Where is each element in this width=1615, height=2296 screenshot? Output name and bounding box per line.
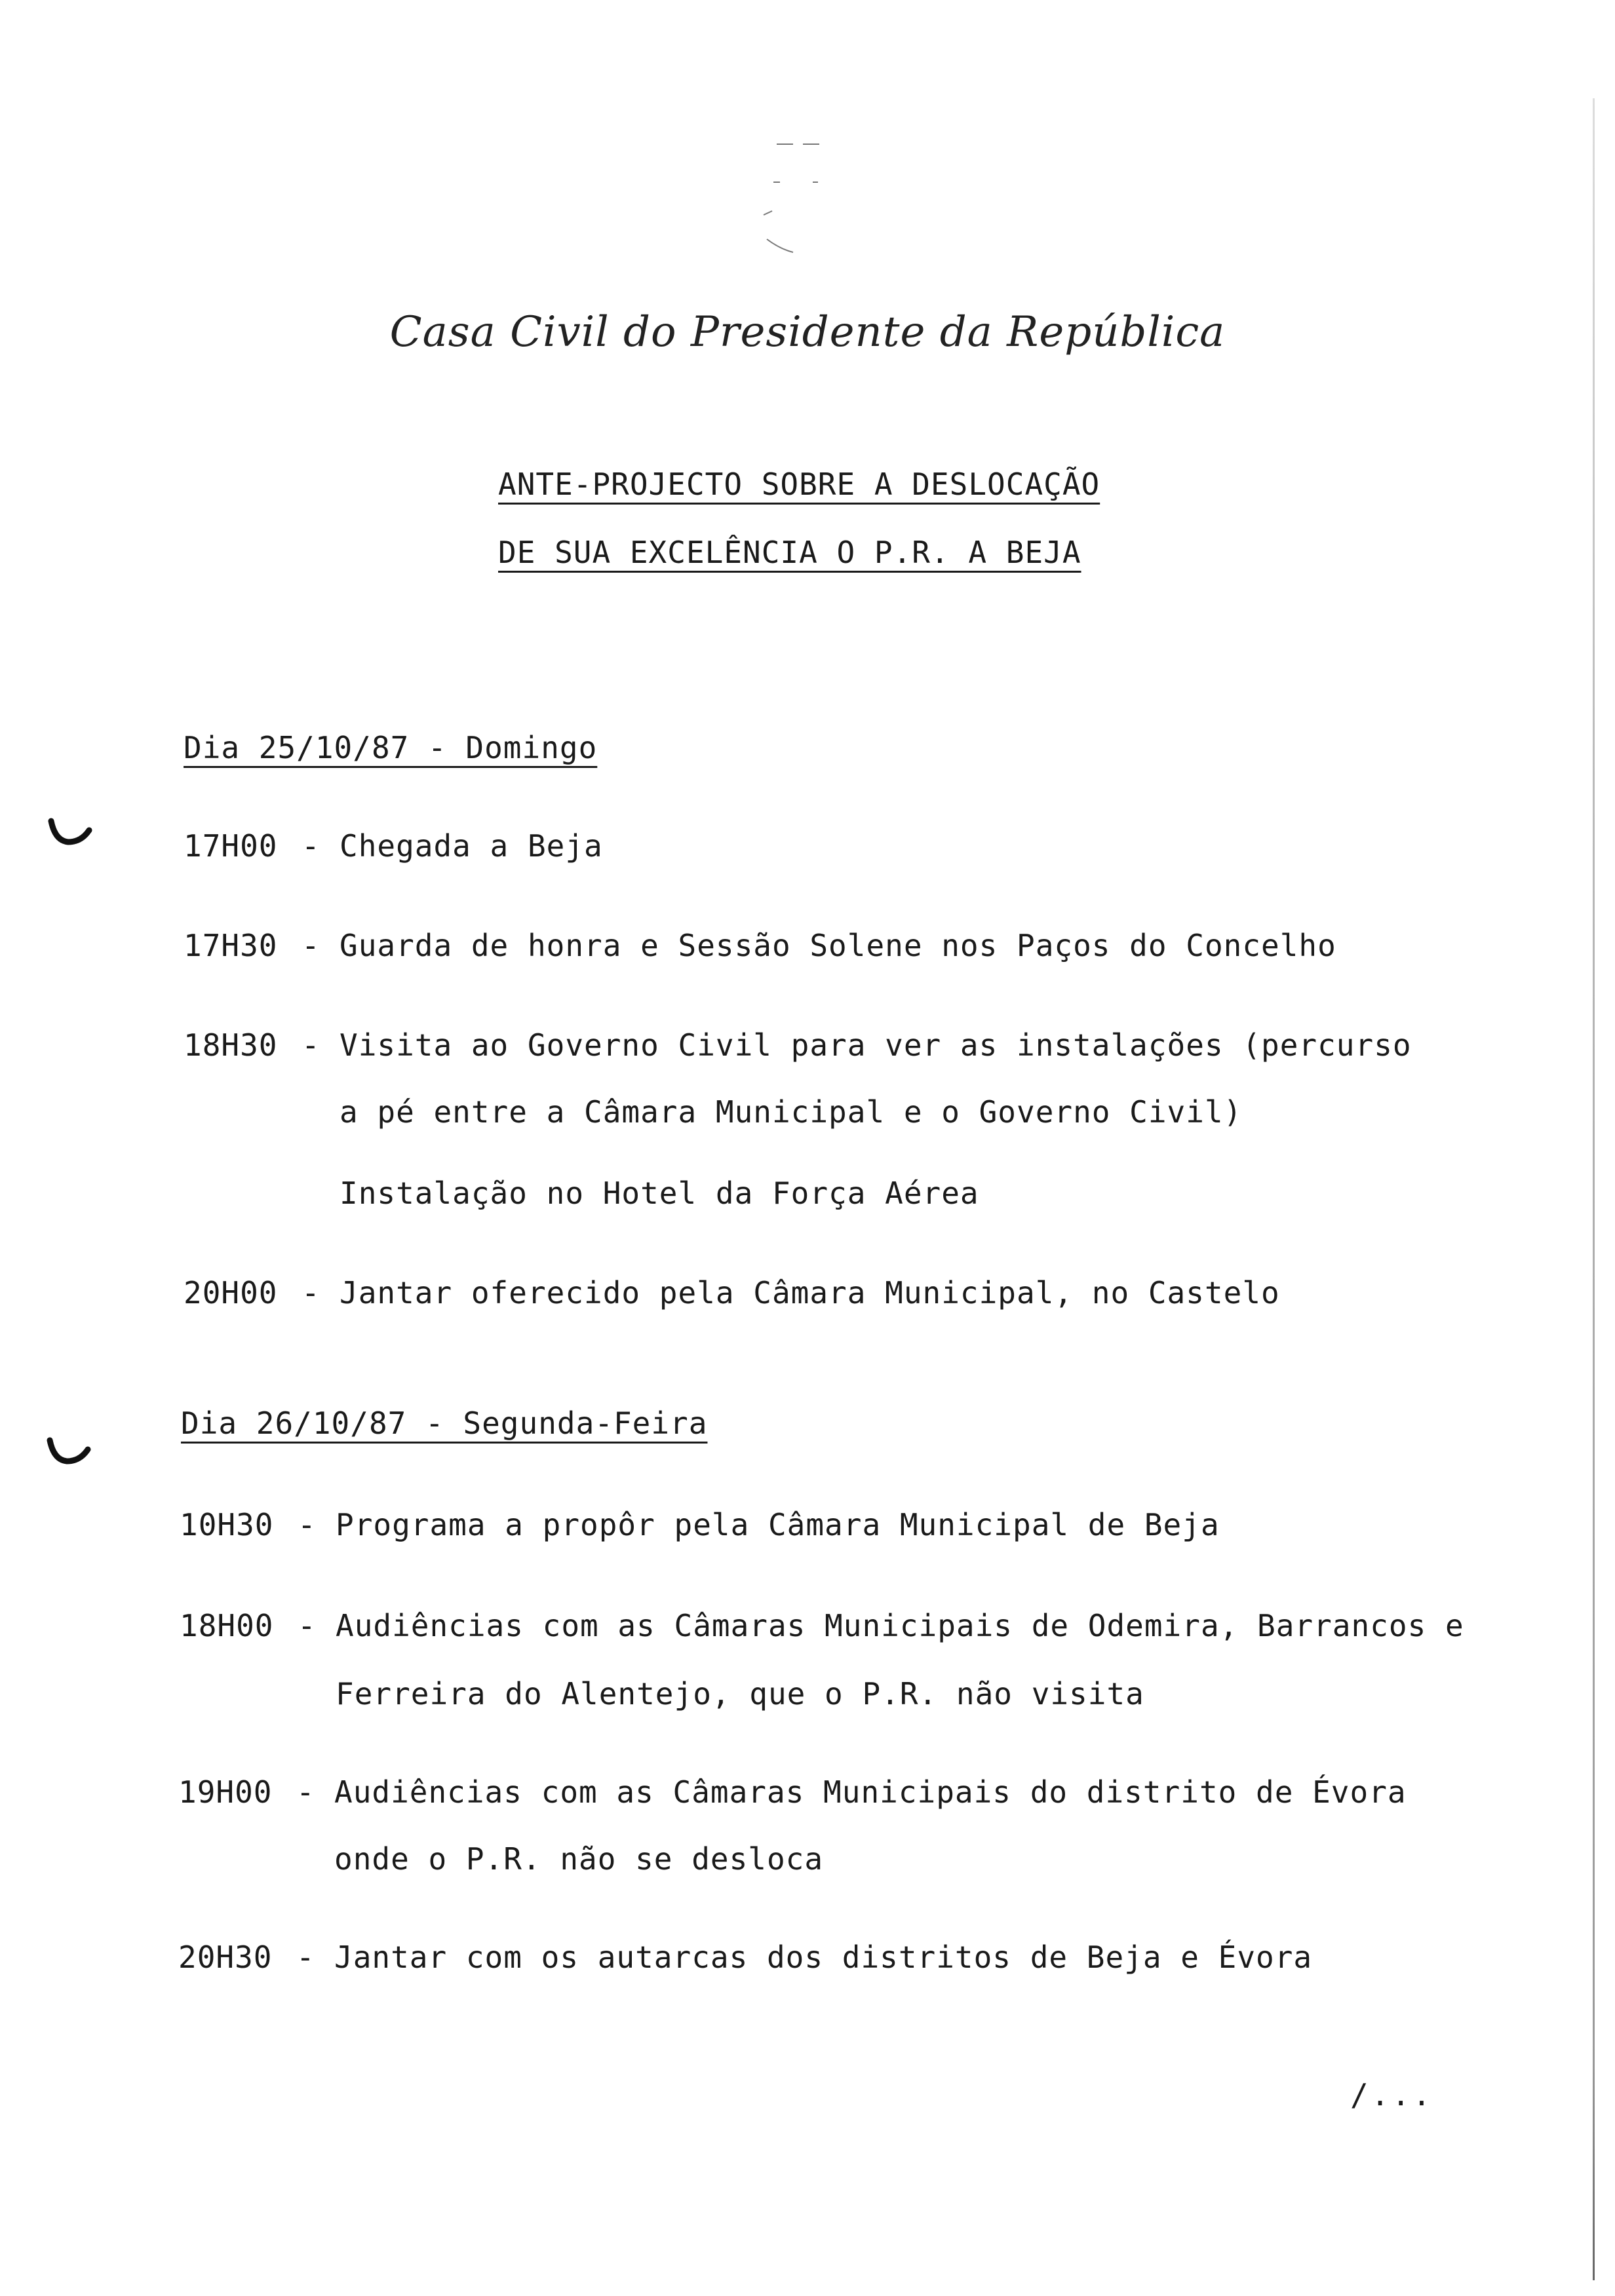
entry-dash: - — [302, 1027, 320, 1063]
entry-text: Jantar oferecido pela Câmara Municipal, no Castelo — [340, 1275, 1280, 1311]
entry-time: 20H00 — [184, 1275, 278, 1311]
entry-dash: - — [298, 1507, 316, 1542]
handwritten-check-mark — [47, 816, 93, 849]
entry-time: 18H30 — [184, 1027, 278, 1063]
entry-text: Ferreira do Alentejo, que o P.R. não visita — [336, 1676, 1144, 1712]
document-title-line-1: ANTE-PROJECTO SOBRE A DESLOCAÇÃO — [498, 467, 1100, 502]
document-title-line-2: DE SUA EXCELÊNCIA O P.R. A BEJA — [498, 535, 1081, 570]
entry-dash: - — [296, 1940, 315, 1975]
entry-time: 17H30 — [184, 928, 278, 963]
faded-seal-marks — [741, 131, 872, 262]
entry-time: 18H00 — [180, 1608, 274, 1643]
continuation-mark: /... — [1350, 2077, 1433, 2113]
day-heading: Dia 25/10/87 - Domingo — [184, 730, 598, 765]
entry-text: Instalação no Hotel da Força Aérea — [340, 1176, 979, 1211]
day-heading: Dia 26/10/87 - Segunda-Feira — [181, 1406, 708, 1441]
entry-text: Chegada a Beja — [340, 828, 603, 864]
entry-text: Programa a propôr pela Câmara Municipal de Beja — [336, 1507, 1220, 1542]
entry-text: a pé entre a Câmara Municipal e o Governo Civil) — [340, 1094, 1243, 1130]
entry-dash: - — [296, 1774, 315, 1810]
entry-time: 10H30 — [180, 1507, 274, 1542]
entry-dash: - — [302, 1275, 320, 1311]
handwritten-check-mark — [46, 1435, 92, 1468]
entry-time: 17H00 — [184, 828, 278, 864]
entry-text: Audiências com as Câmaras Municipais de Odemira, Barrancos e — [336, 1608, 1464, 1643]
entry-text: Jantar com os autarcas dos distritos de Beja e Évora — [334, 1940, 1313, 1975]
page-edge-shadow — [1593, 98, 1595, 2280]
entry-dash: - — [302, 928, 320, 963]
entry-text: Visita ao Governo Civil para ver as instalações (percurso — [340, 1027, 1412, 1063]
entry-dash: - — [302, 828, 320, 864]
entry-time: 19H00 — [178, 1774, 273, 1810]
entry-text: Guarda de honra e Sessão Solene nos Paços do Concelho — [340, 928, 1336, 963]
entry-time: 20H30 — [178, 1940, 273, 1975]
entry-dash: - — [298, 1608, 316, 1643]
entry-text: onde o P.R. não se desloca — [334, 1841, 824, 1877]
letterhead: Casa Civil do Presidente da República — [389, 308, 1226, 356]
entry-text: Audiências com as Câmaras Municipais do distrito de Évora — [334, 1774, 1407, 1810]
